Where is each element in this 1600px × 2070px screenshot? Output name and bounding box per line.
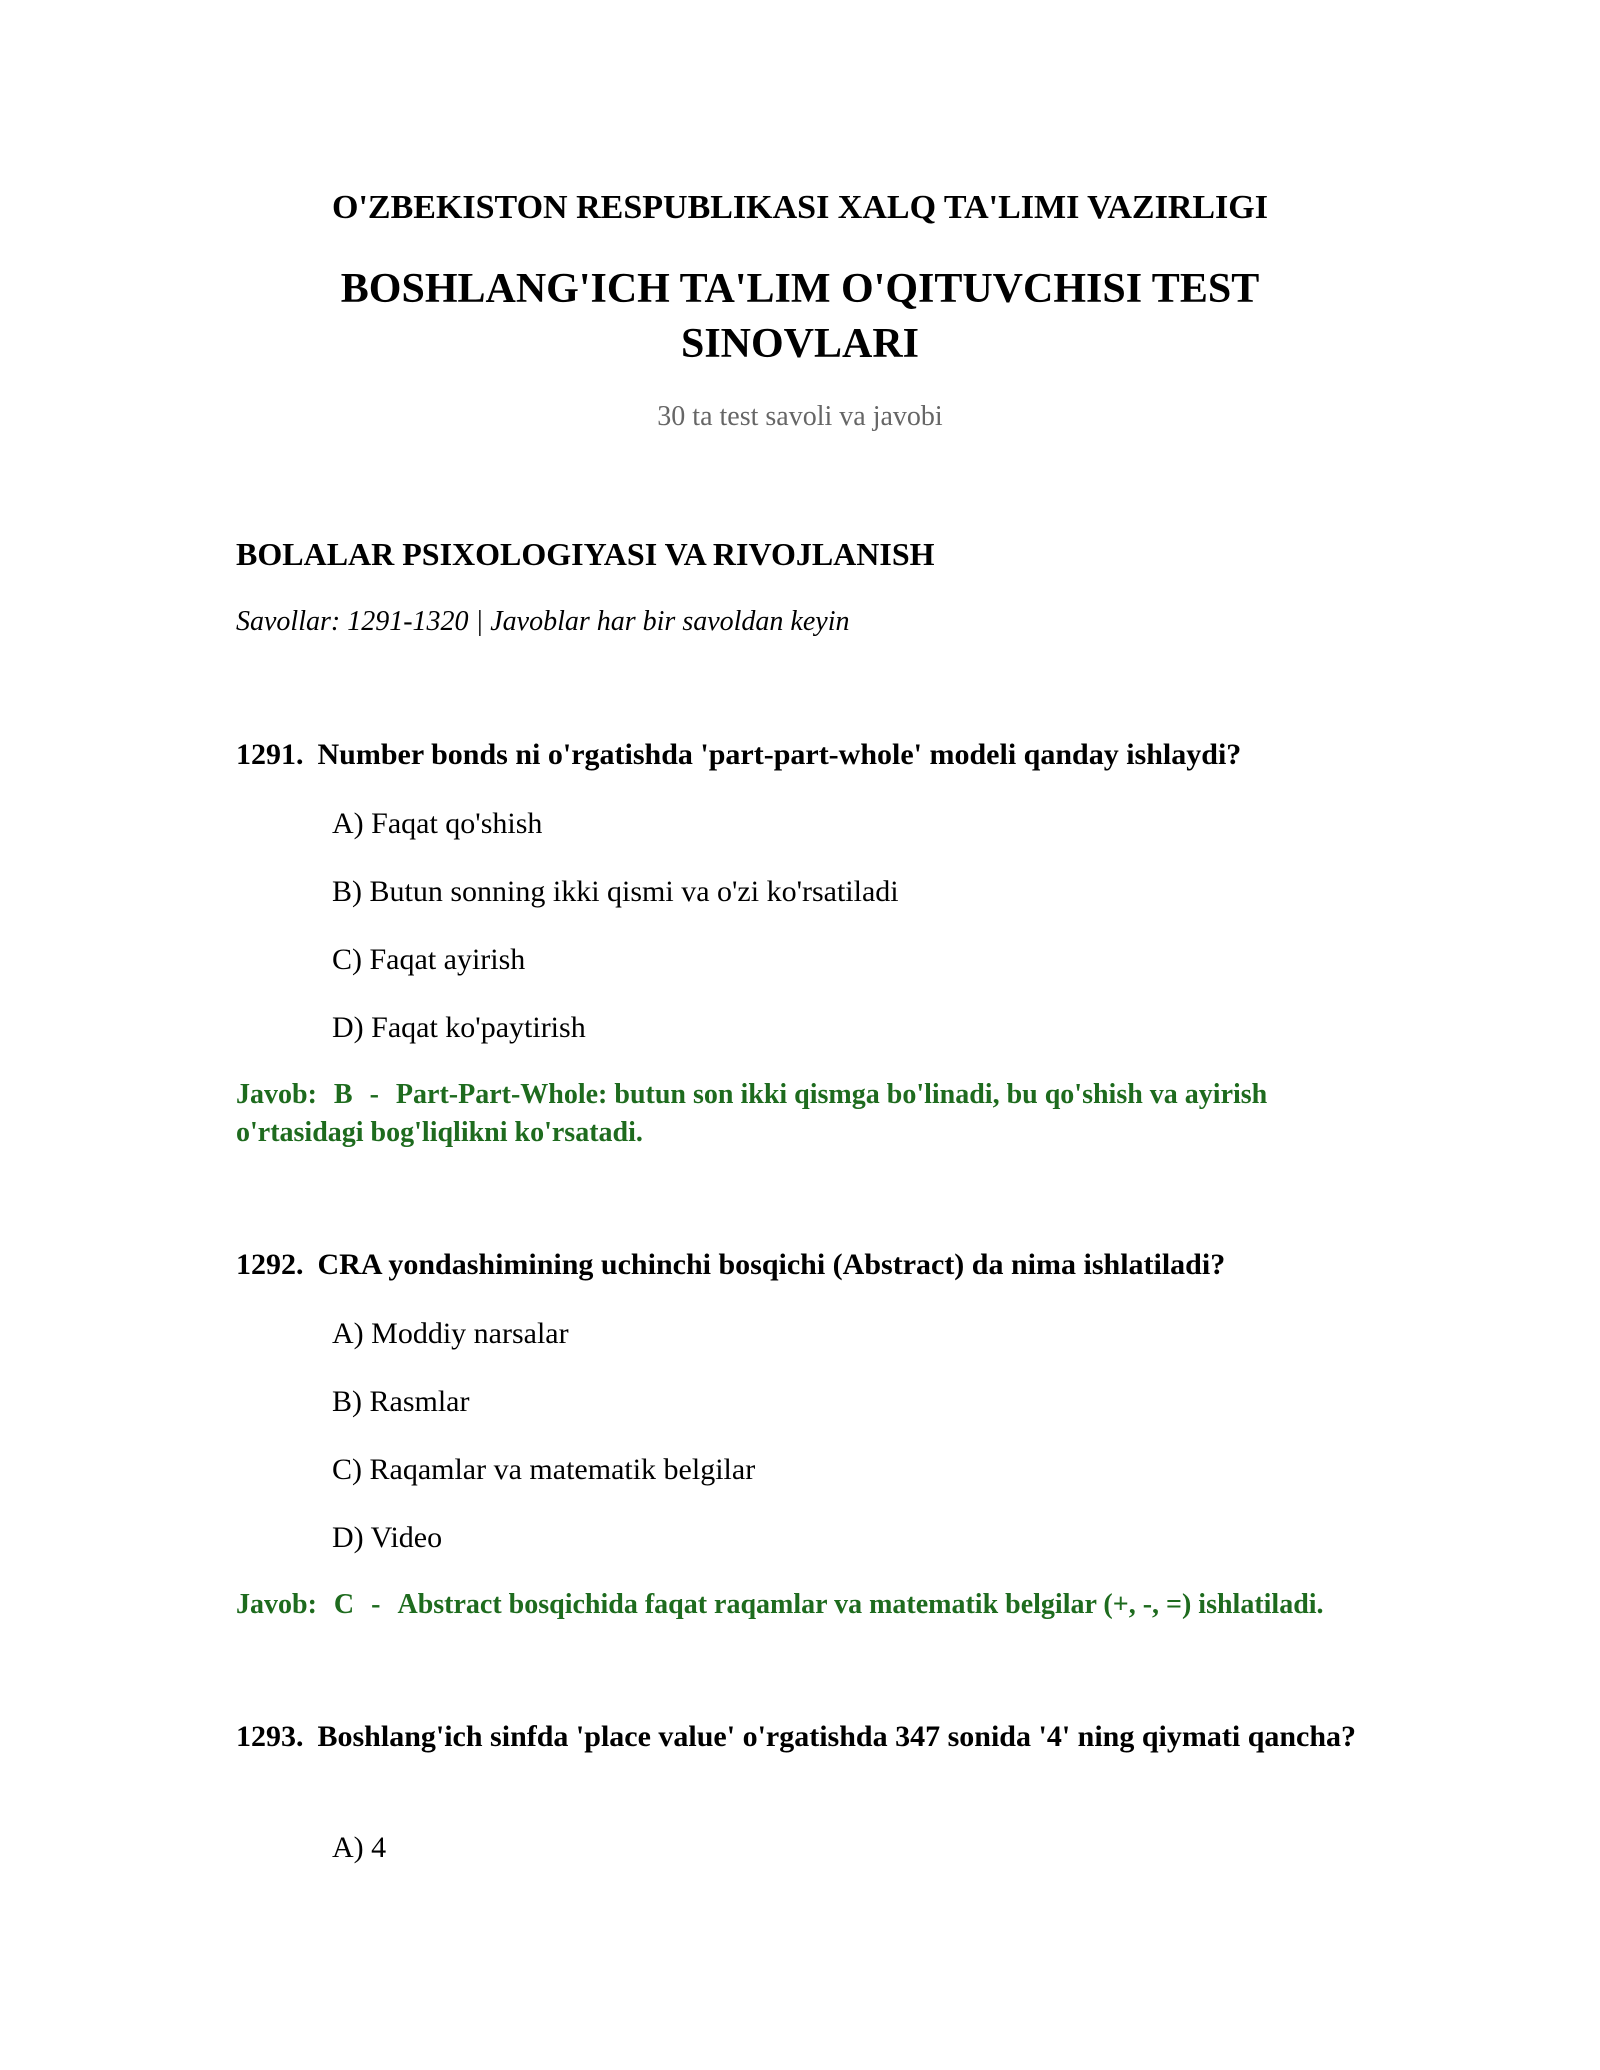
answer-dash: - (369, 1079, 379, 1110)
answer-label: Javob: (236, 1079, 317, 1110)
answer-letter: B (333, 1079, 353, 1110)
question-1292 (236, 1244, 1366, 1286)
question-number: 1293. (236, 1720, 304, 1753)
question-number: 1291. (236, 738, 304, 771)
section-title: BOLALAR PSIXOLOGIYASI VA RIVOJLANISH (236, 536, 935, 572)
option-c: C) Raqamlar va matematik belgilar (332, 1453, 756, 1486)
answer-explanation: Abstract bosqichida faqat raqamlar va matematik belgilar (+, -, =) ishlatiladi. (397, 1589, 1324, 1620)
question-text: CRA yondashimining uchinchi bosqichi (Abstract) da nima ishlatiladi? (317, 1248, 1226, 1281)
ministry-heading: O'ZBEKISTON RESPUBLIKASI XALQ TA'LIMI VAZIRLIGI (332, 189, 1268, 226)
answer-1292 (236, 1586, 1366, 1624)
answer-label: Javob: (236, 1589, 317, 1620)
document-title: BOSHLANG'ICH TA'LIM O'QITUVCHISI TEST SINOVLARI (340, 266, 1260, 367)
option-c: C) Faqat ayirish (332, 943, 526, 976)
option-b: B) Butun sonning ikki qismi va o'zi ko'rsatiladi (332, 875, 899, 908)
answer-1291 (236, 1076, 1366, 1152)
answer-letter: C (333, 1589, 355, 1620)
answer-explanation: Part-Part-Whole: butun son ikki qismga bo'linadi, bu qo'shish va ayirish o'rtasidagi bog'liqlikni ko'rsatadi. (236, 1079, 1268, 1148)
question-1291 (236, 734, 1366, 776)
section-note: Savollar: 1291-1320 | Javoblar har bir savoldan keyin (236, 606, 850, 637)
answer-dash: - (371, 1589, 381, 1620)
document-subtitle: 30 ta test savoli va javobi (657, 401, 943, 432)
question-text: Boshlang'ich sinfda 'place value' o'rgatishda 347 sonida '4' ning qiymati qancha? (317, 1720, 1357, 1753)
option-a: A) Moddiy narsalar (332, 1317, 569, 1350)
option-a: A) Faqat qo'shish (332, 807, 543, 840)
question-1293 (236, 1716, 1366, 1758)
option-d: D) Video (332, 1521, 443, 1554)
question-text: Number bonds ni o'rgatishda 'part-part-whole' modeli qanday ishlaydi? (317, 738, 1242, 771)
question-number: 1292. (236, 1248, 304, 1281)
option-b: B) Rasmlar (332, 1385, 470, 1418)
option-a: A) 4 (332, 1831, 387, 1864)
option-d: D) Faqat ko'paytirish (332, 1011, 586, 1044)
